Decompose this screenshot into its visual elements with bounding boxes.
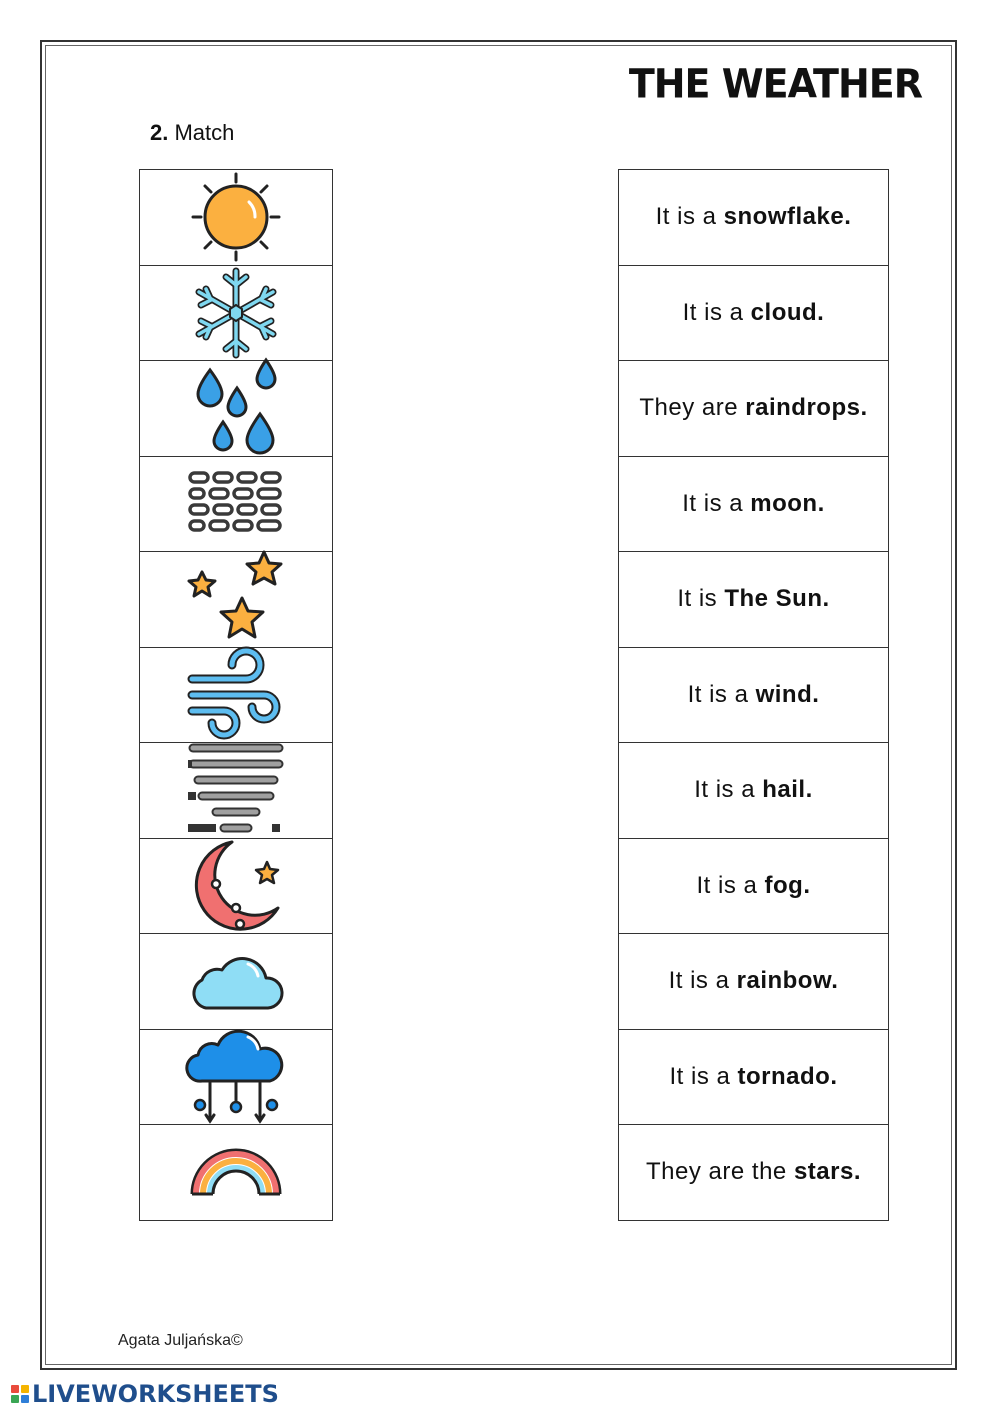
sentence-column xyxy=(618,169,889,1221)
author-credit: Agata Juljańska© xyxy=(118,1332,243,1349)
rainbow-icon xyxy=(188,1146,284,1198)
sentence-prefix: It is a xyxy=(682,298,751,326)
sentence-prefix: It is a xyxy=(669,1062,738,1090)
brand-logo-icon xyxy=(10,1384,30,1404)
sentence-cell-9[interactable] xyxy=(618,933,889,1030)
icon-column xyxy=(139,169,333,1221)
icon-cell-10[interactable] xyxy=(139,1029,333,1126)
sentence-cell-4[interactable] xyxy=(618,456,889,553)
sentence-text xyxy=(646,1158,861,1186)
sentence-prefix: They are the xyxy=(646,1158,794,1186)
sentence-keyword: rainbow. xyxy=(736,967,839,995)
icon-cell-8[interactable] xyxy=(139,838,333,935)
icon-cell-4[interactable] xyxy=(139,456,333,553)
sentence-keyword: snowflake. xyxy=(723,203,852,231)
sentence-text xyxy=(694,776,813,804)
hail-icon xyxy=(188,469,284,539)
sentence-keyword: hail. xyxy=(762,776,813,804)
sentence-cell-3[interactable] xyxy=(618,360,889,457)
sentence-keyword: raindrops. xyxy=(745,394,868,422)
sentence-keyword: stars. xyxy=(793,1158,861,1186)
hail-cloud-icon xyxy=(188,1029,284,1125)
sentence-prefix: It is a xyxy=(655,203,724,231)
icon-cell-7[interactable] xyxy=(139,742,333,839)
sentence-prefix: They are xyxy=(639,394,746,422)
sentence-cell-11[interactable] xyxy=(618,1124,889,1221)
sentence-keyword: tornado. xyxy=(737,1062,838,1090)
stars-icon xyxy=(186,550,286,648)
exercise-number: 2. xyxy=(150,120,169,145)
sentence-keyword: cloud. xyxy=(750,298,825,326)
sentence-cell-7[interactable] xyxy=(618,742,889,839)
sentence-prefix: It is xyxy=(677,585,725,613)
sentence-text xyxy=(656,203,852,231)
sentence-prefix: It is a xyxy=(668,967,737,995)
exercise-instruction xyxy=(150,120,234,146)
snowflake-icon xyxy=(191,267,281,359)
icon-cell-2[interactable] xyxy=(139,265,333,362)
icon-cell-11[interactable] xyxy=(139,1124,333,1221)
sentence-text xyxy=(669,967,839,995)
sentence-keyword: fog. xyxy=(764,871,811,899)
icon-cell-9[interactable] xyxy=(139,933,333,1030)
moon-icon xyxy=(188,838,284,934)
sentence-text xyxy=(677,585,829,613)
sentence-cell-10[interactable] xyxy=(618,1029,889,1126)
sentence-prefix: It is a xyxy=(694,776,763,804)
icon-cell-3[interactable] xyxy=(139,360,333,457)
sentence-prefix: It is a xyxy=(682,489,751,517)
brand-footer[interactable] xyxy=(10,1381,279,1407)
icon-cell-6[interactable] xyxy=(139,647,333,744)
sentence-keyword: The Sun. xyxy=(724,585,830,613)
icon-cell-5[interactable] xyxy=(139,551,333,648)
raindrops-icon xyxy=(190,360,282,456)
sentence-cell-2[interactable] xyxy=(618,265,889,362)
sentence-text xyxy=(696,872,810,900)
page-title: THE WEATHER xyxy=(628,60,922,108)
sentence-text xyxy=(683,299,825,327)
wind-icon xyxy=(188,649,284,741)
sentence-text xyxy=(669,1063,837,1091)
sentence-prefix: It is a xyxy=(687,680,756,708)
sentence-cell-1[interactable] xyxy=(618,169,889,266)
cloud-icon xyxy=(188,950,284,1012)
sentence-text xyxy=(688,681,820,709)
icon-cell-1[interactable] xyxy=(139,169,333,266)
sentence-keyword: moon. xyxy=(750,489,825,517)
exercise-text: Match xyxy=(174,120,235,145)
sentence-text xyxy=(682,490,825,518)
brand-name: LIVEWORKSHEETS xyxy=(32,1380,279,1408)
sentence-prefix: It is a xyxy=(696,871,765,899)
sentence-cell-6[interactable] xyxy=(618,647,889,744)
fog-icon xyxy=(188,742,284,838)
sentence-cell-5[interactable] xyxy=(618,551,889,648)
sentence-text xyxy=(639,394,867,422)
sentence-keyword: wind. xyxy=(755,680,820,708)
sentence-cell-8[interactable] xyxy=(618,838,889,935)
sun-icon xyxy=(191,172,281,262)
